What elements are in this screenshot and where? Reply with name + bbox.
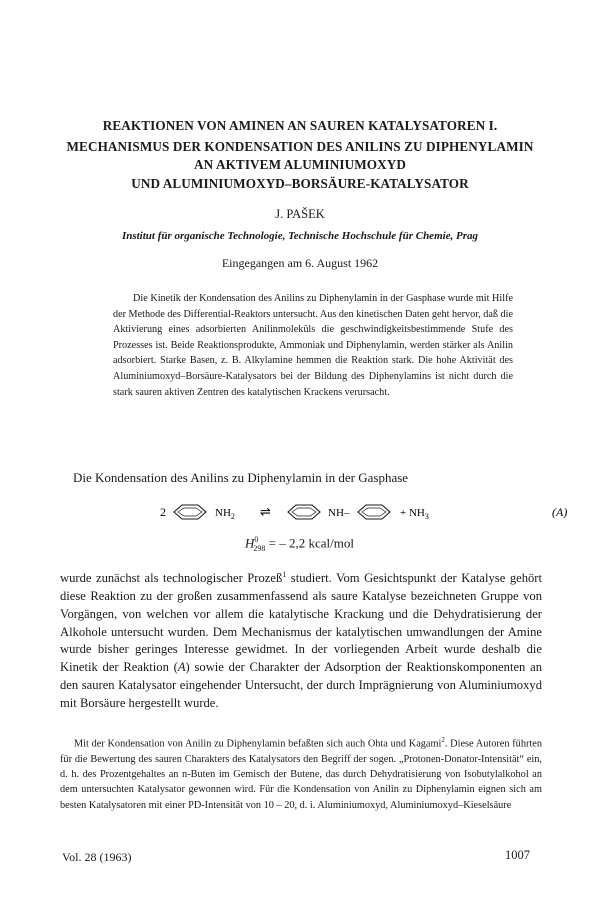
ammonia-subscript: 3 [424,512,429,521]
reaction-scheme [160,498,580,528]
title-line-3: AN AKTIVEM ALUMINIUMOXYD [194,157,406,172]
reaction-enthalpy [245,535,354,553]
title-line-2: MECHANISMUS DER KONDENSATION DES ANILINS ZU DIPHENYLAMIN [66,139,534,154]
equation-reference: A [177,660,186,675]
author-institute: Institut für organische Technologie, Technische Hochschule für Chemie, Prag [121,230,479,242]
author-name: J. PAŠEK [275,207,325,221]
benzene-ring-icon [288,505,320,519]
ammonia-product: + NH [400,507,425,519]
title-line-4: UND ALUMINIUMOXYD–BORSÄURE-KATALYSATOR [131,176,469,191]
body-text: . Diese Autoren führten für die Bewertung des sauren Charakters des Katalysators den Begriff der sogen. „Protonen-Donator-Intensität“ ein, d. h. des Prozentgehaltes an n-Buten im Gemisch der Butene, das durch Dehydratisierung von Isobutylalkohol an dem untersuchten Katalysator gewonnen wird. Für die Kondensation von Anilin zu Diphenylamin eignen sich am besten Katalysatoren mit einer PD-Intensität von 10 – 20, d. i. Aluminiumoxyd, Aluminiumoxyd–Kieselsäure [60,738,542,811]
body-text: Mit der Kondensation von Anilin zu Diphenylamin befaßten sich auch Ohta und Kagami [74,738,442,750]
imine-bridge: NH– [328,507,350,519]
body-text: ) sowie der Charakter der Adsorption der Reaktionskomponenten an den sauren Katalysator eingehender Untersucht, der durch Imprägnierung von Aluminiumoxyd mit Borsäure hergestellt wurde. [60,660,542,710]
amine-group: NH [215,507,231,519]
body-text: wurde zunächst als technologischer Prozeß [60,571,283,586]
body-paragraph-2 [60,733,542,813]
equation-label: (A) [552,505,568,519]
page-number: 1007 [505,848,530,862]
svg-text:NH2 [215,507,235,521]
enthalpy-value: = – 2,2 kcal/mol [265,535,354,551]
benzene-ring-icon [358,505,390,519]
svg-text:+ NH3 [400,507,429,521]
body-text: studiert. Vom Gesichtspunkt der Katalyse gehört diese Reaktion zu der großen zusammenfassend als saure Katalyse bezeichneten Gruppe von Vorgängen, von welchen vor allem die katalytische Krackung und die Dehydratisierung der Alkohole untersucht wurden. Dem Mechanismus der katalytischen umwandlungen der Amine wurde bisher geringes Interesse gewidmet. In der vorliegenden Arbeit wurde deshalb die Kinetik der Reaktion ( [60,571,542,675]
footnote-ref-2: 2 [441,736,445,744]
body-paragraph-1 [60,566,542,713]
abstract: Die Kinetik der Kondensation des Anilins zu Diphenylamin in der Gasphase wurde mit Hilfe der Methode des Differential-Reaktors untersucht. Aus den kinetischen Daten geht hervor, daß die Aktivierung eines adsorbierten Anilinmoleküls die geschwindigkeitsbestimmende Stufe des Prozesses ist. Beide Reaktionsprodukte, Ammoniak und Diphenylamin, werden stärker als Anilin adsorbiert. Starke Basen, z. B. Alkylamine hemmen die Reaktion stark. Die hohe Aktivität des Aluminiumoxyd–Borsäure-Katalysators bei der Bildung des Diphenylamins ist nicht durch die stark sauren aktiven Zentren des katalytischen Krackens verursacht. [113,293,513,398]
enthalpy-subscript: 298 [253,543,266,553]
equilibrium-arrow: ⇌ [260,505,271,520]
received-date: Eingegangen am 6. August 1962 [221,256,379,270]
footnote-ref-1: 1 [282,570,287,579]
enthalpy-symbol: H [245,535,255,551]
journal-volume: Vol. 28 (1963) [62,850,132,864]
enthalpy-superscript: 0 [254,535,259,544]
amine-subscript: 2 [230,512,235,521]
intro-sentence: Die Kondensation des Anilins zu Diphenylamin in der Gasphase [73,470,409,485]
reaction-equation [160,498,580,528]
reaction-coefficient: 2 [160,505,166,519]
benzene-ring-icon [174,505,206,519]
title-line-1: REAKTIONEN VON AMINEN AN SAUREN KATALYSATOREN I. [102,118,498,133]
